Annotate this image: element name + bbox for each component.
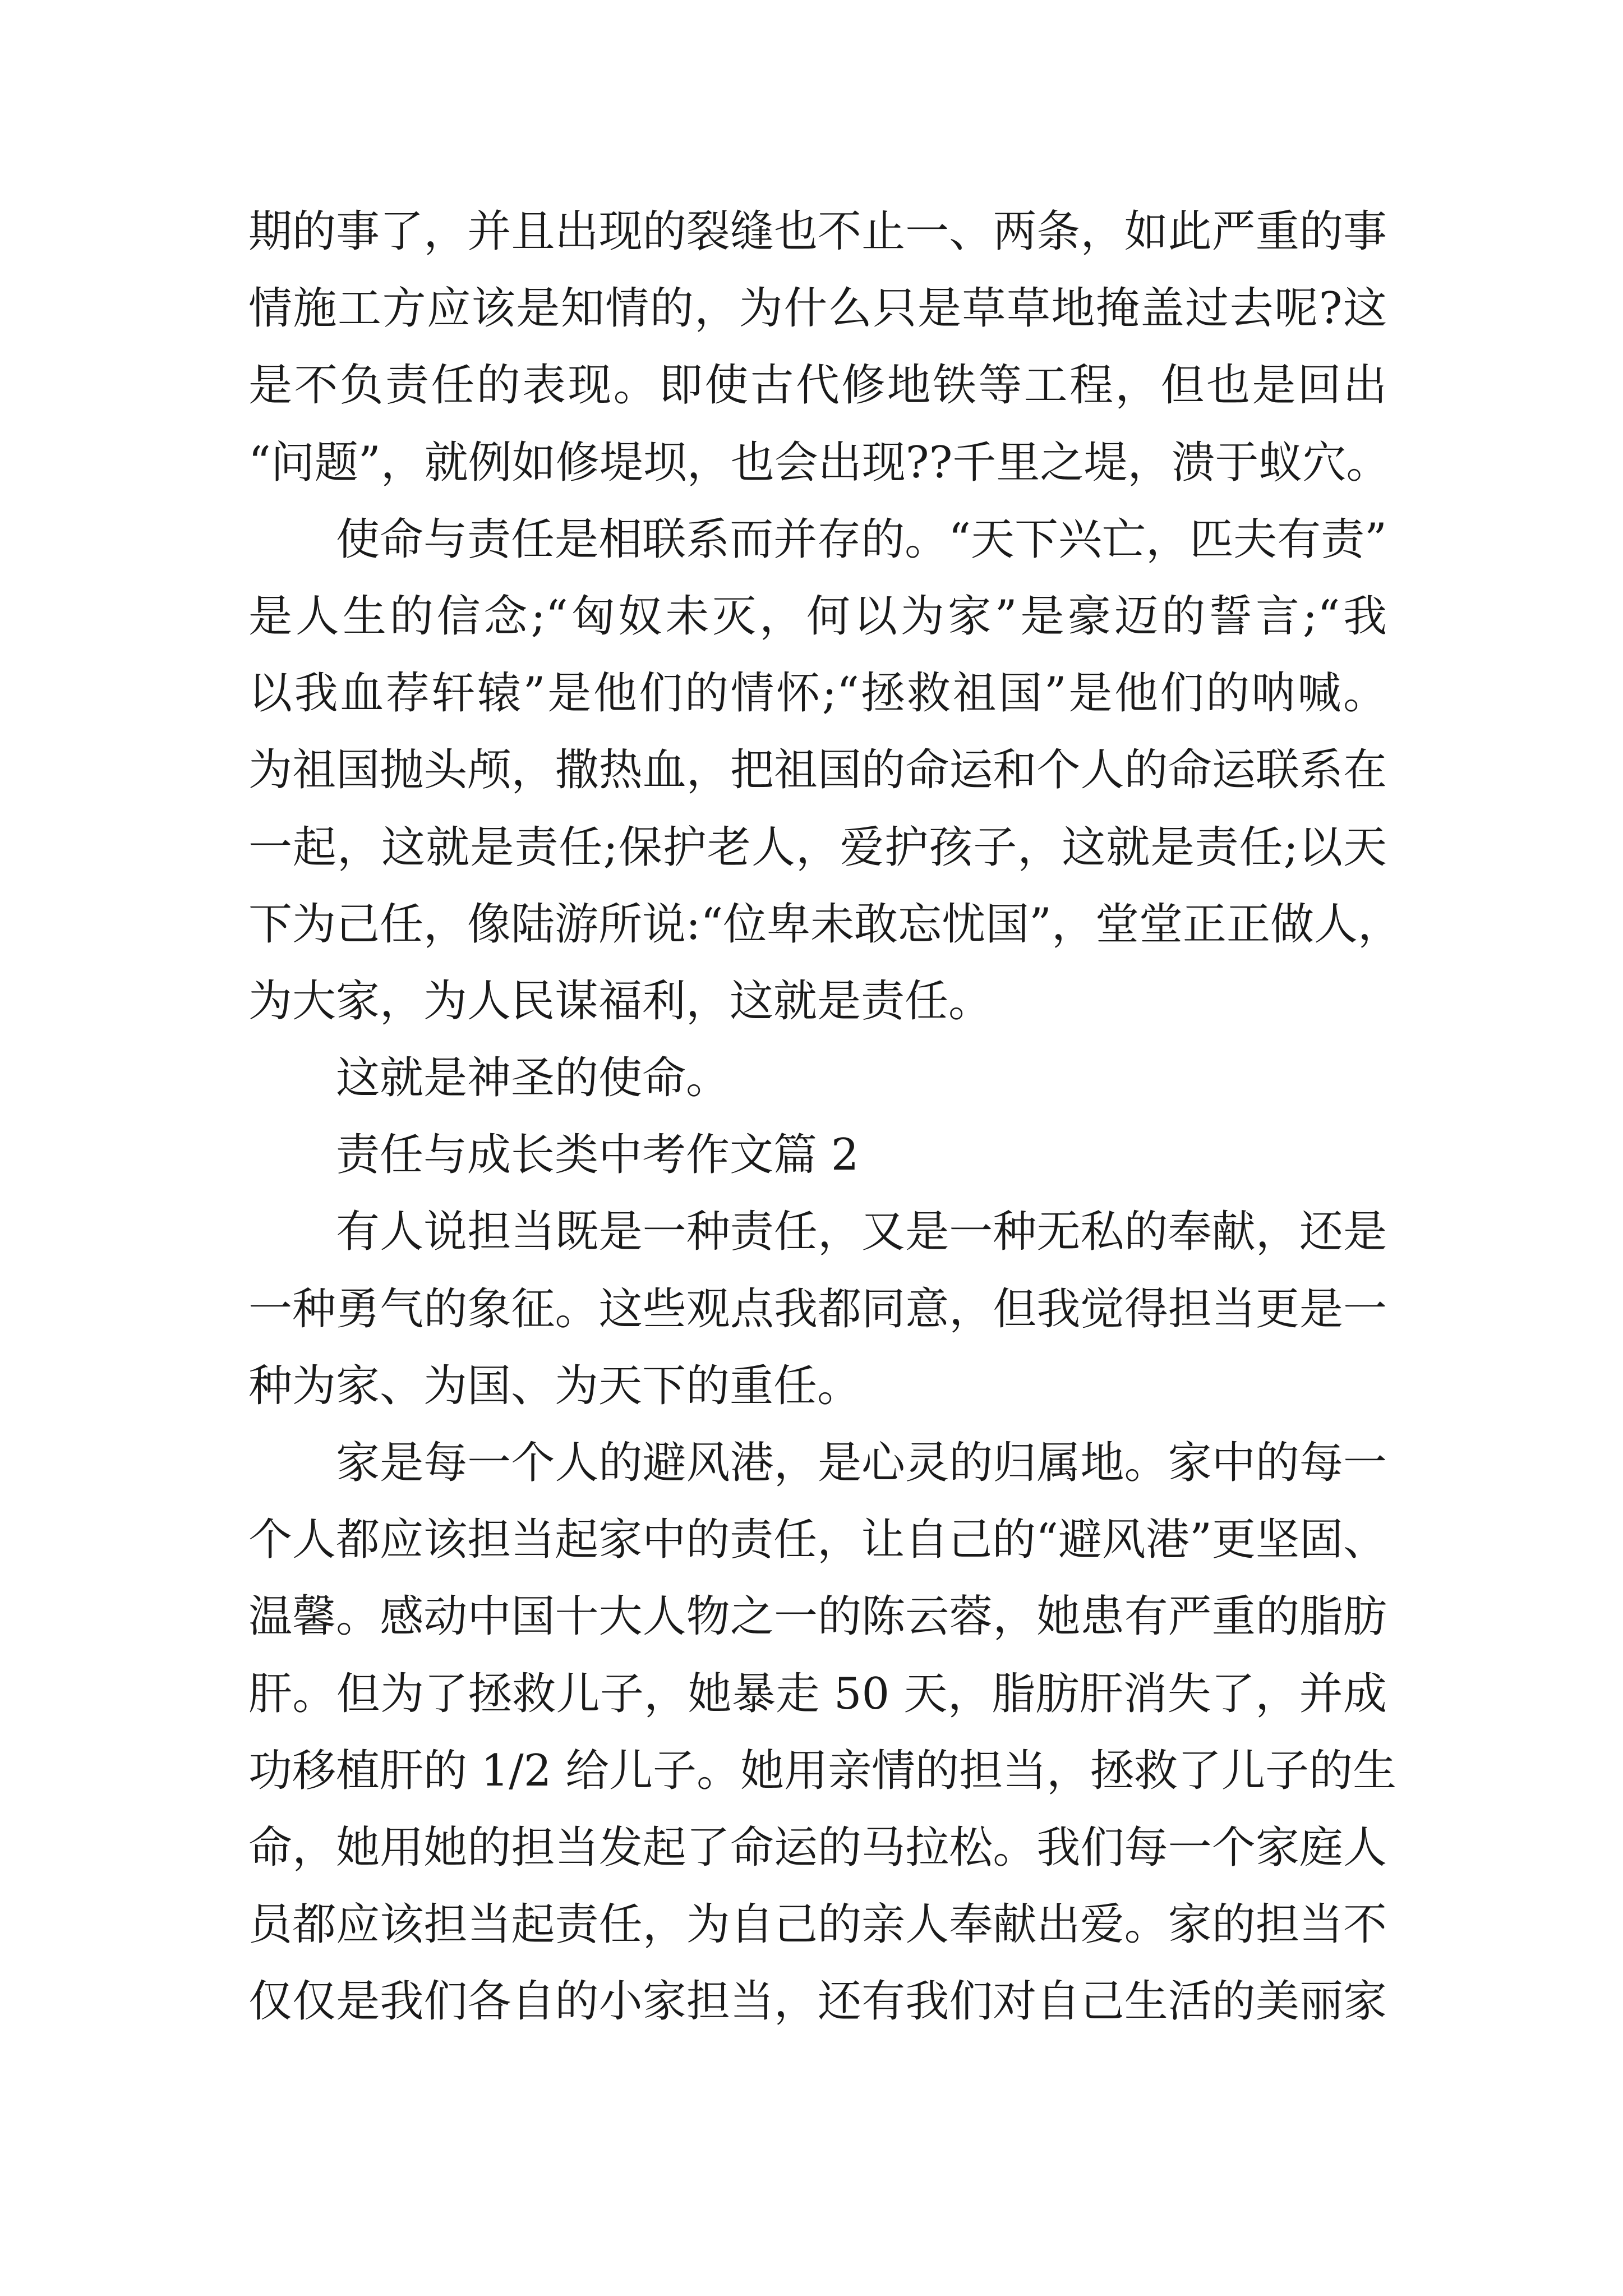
text-line: 仅仅是我们各自的小家担当，还有我们对自己生活的美丽家 [248,1976,1387,2027]
paragraph-start: 使命与责任是相联系而并存的。“天下兴亡，匹夫有责” [336,514,1387,565]
text-line: 一起，这就是责任;保护老人，爱护孩子，这就是责任;以天 [248,822,1387,873]
text-line: 是不负责任的表现。即使古代修地铁等工程，但也是回出 [248,360,1387,411]
text-line: 一种勇气的象征。这些观点我都同意，但我觉得担当更是一 [248,1283,1387,1335]
text-line: 是人生的信念;“匈奴未灭，何以为家”是豪迈的誓言;“我 [248,591,1387,642]
section-heading: 责任与成长类中考作文篇 2 [336,1130,859,1181]
text-line: “问题”，就例如修堤坝，也会出现??千里之堤，溃于蚁穴。 [248,437,1390,488]
paragraph-start: 这就是神圣的使命。 [336,1053,730,1104]
text-line: 功移植肝的 1/2 给儿子。她用亲情的担当，拯救了儿子的生 [248,1745,1397,1796]
text-line: 以我血荐轩辕”是他们的情怀;“拯救祖国”是他们的呐喊。 [248,668,1387,719]
paragraph-start: 有人说担当既是一种责任，又是一种无私的奉献，还是 [336,1207,1387,1258]
text-line: 为大家，为人民谋福利，这就是责任。 [248,976,993,1027]
text-line: 温馨。感动中国十大人物之一的陈云蓉，她患有严重的脂肪 [248,1591,1387,1642]
text-line: 员都应该担当起责任，为自己的亲人奉献出爱。家的担当不 [248,1899,1387,1950]
text-line: 情施工方应该是知情的，为什么只是草草地掩盖过去呢?这 [248,283,1387,334]
text-line: 肝。但为了拯救儿子，她暴走 50 天，脂肪肝消失了，并成 [248,1668,1387,1719]
paragraph-start: 家是每一个人的避风港，是心灵的归属地。家中的每一 [336,1438,1387,1488]
text-line: 为祖国抛头颅，撒热血，把祖国的命运和个人的命运联系在 [248,745,1387,796]
body-text [248,194,1402,2041]
text-line: 期的事了，并且出现的裂缝也不止一、两条，如此严重的事 [248,206,1387,257]
text-line: 个人都应该担当起家中的责任，让自己的“避风港”更坚固、 [248,1515,1387,1566]
text-line: 命，她用她的担当发起了命运的马拉松。我们每一个家庭人 [248,1822,1387,1873]
text-line: 种为家、为国、为天下的重任。 [248,1360,861,1411]
text-line: 下为己任，像陆游所说:“位卑未敢忘忧国”，堂堂正正做人， [248,899,1402,950]
